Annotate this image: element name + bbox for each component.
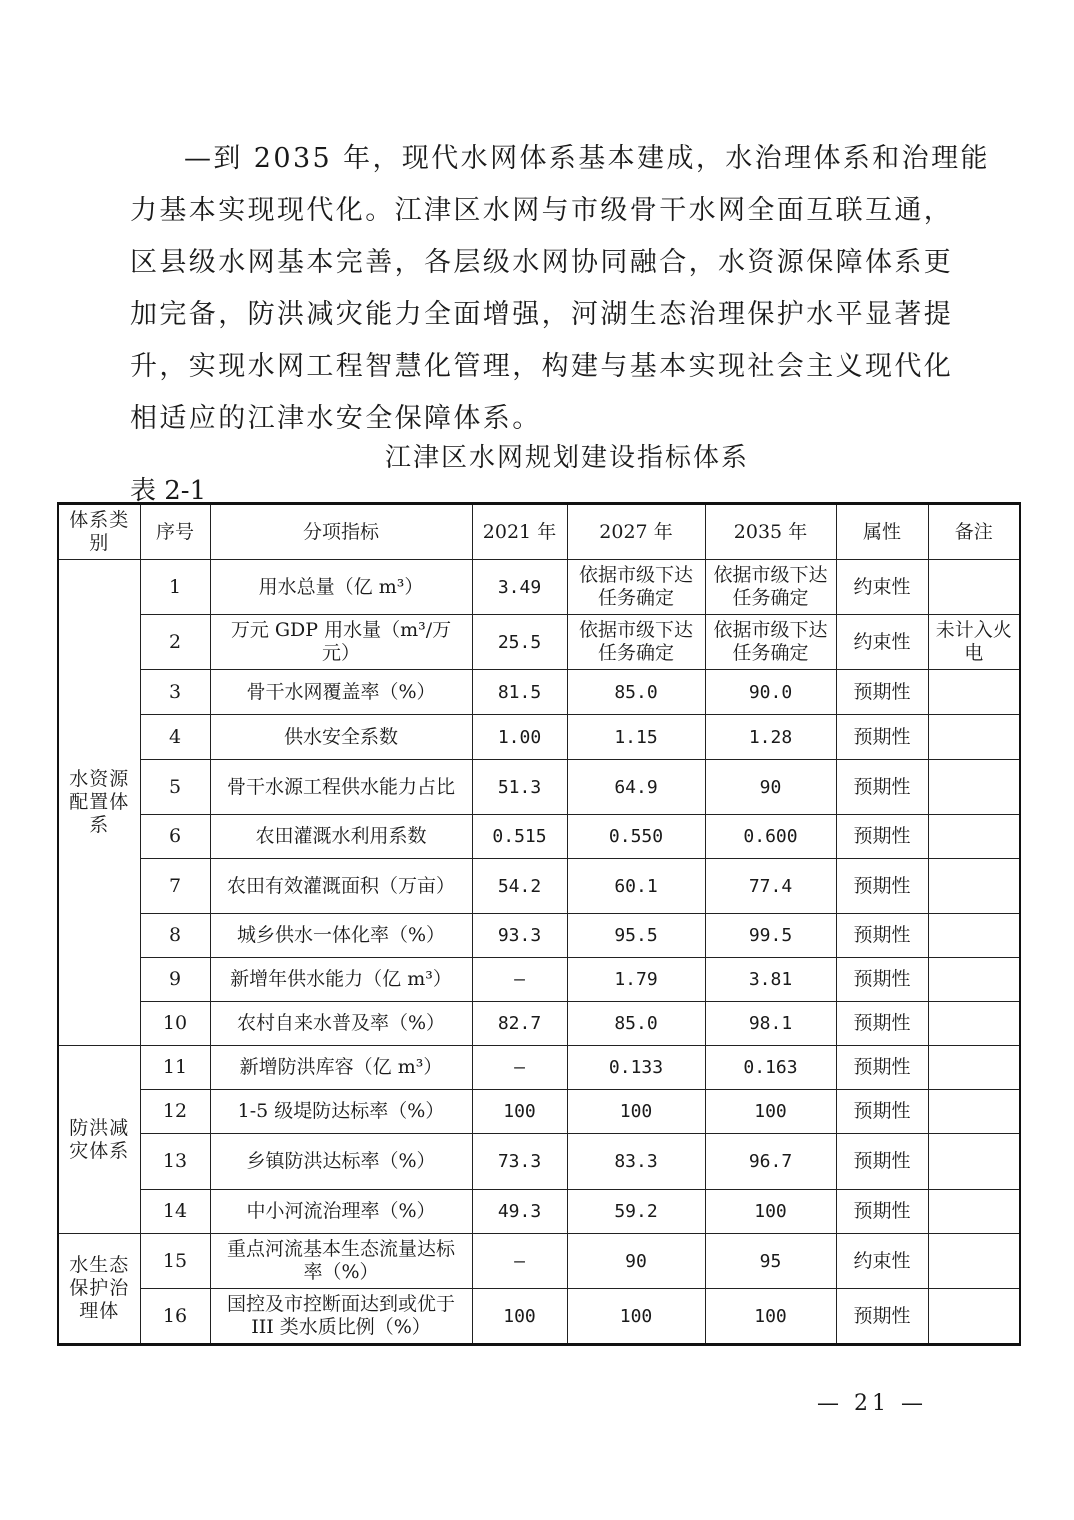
header-note: 备注 [928,504,1020,560]
indicator-table [57,502,1021,1346]
row-2027: 依据市级下达任务确定 [567,560,705,615]
row-note [928,958,1020,1002]
row-2027: 依据市级下达任务确定 [567,615,705,670]
row-2021: 3.49 [472,560,567,615]
header-category: 体系类别 [58,504,140,560]
row-2021: 51.3 [472,760,567,815]
row-seq: 3 [140,670,210,715]
row-2035: 依据市级下达任务确定 [705,615,836,670]
row-2021: 100 [472,1289,567,1345]
row-indicator: 重点河流基本生态流量达标率（%） [210,1234,472,1289]
row-2021: 100 [472,1090,567,1134]
table-body [58,560,1020,1345]
row-seq: 15 [140,1234,210,1289]
row-2021: 1.00 [472,715,567,760]
row-attribute: 预期性 [836,1134,928,1190]
row-2021: 0.515 [472,815,567,859]
row-indicator: 中小河流治理率（%） [210,1190,472,1234]
row-indicator: 城乡供水一体化率（%） [210,914,472,958]
table-row [58,1046,1020,1090]
row-2035: 0.163 [705,1046,836,1090]
row-2035: 100 [705,1190,836,1234]
row-note [928,560,1020,615]
row-2021: 82.7 [472,1002,567,1046]
row-2035: 100 [705,1090,836,1134]
row-indicator: 新增年供水能力（亿 m³） [210,958,472,1002]
row-2035: 77.4 [705,859,836,914]
row-2021: 25.5 [472,615,567,670]
row-indicator: 农田灌溉水利用系数 [210,815,472,859]
row-2027: 0.133 [567,1046,705,1090]
row-seq: 1 [140,560,210,615]
row-seq: 2 [140,615,210,670]
paragraph-line: 力基本实现现代化。江津区水网与市级骨干水网全面互联互通， [130,195,954,226]
row-2027: 85.0 [567,670,705,715]
row-indicator: 乡镇防洪达标率（%） [210,1134,472,1190]
row-2027: 59.2 [567,1190,705,1234]
table-row [58,815,1020,859]
row-2035: 90 [705,760,836,815]
table-row [58,615,1020,670]
row-2027: 1.15 [567,715,705,760]
table-row [58,1134,1020,1190]
paragraph-line: 相适应的江津水安全保障体系。 [130,403,542,434]
row-note [928,715,1020,760]
table-row [58,1190,1020,1234]
row-attribute: 预期性 [836,715,928,760]
row-indicator: 1-5 级堤防达标率（%） [210,1090,472,1134]
row-2027: 0.550 [567,815,705,859]
paragraph-line: —到 2035 年，现代水网体系基本建成，水治理体系和治理能 [184,143,990,174]
table-row [58,560,1020,615]
header-indicator: 分项指标 [210,504,472,560]
row-2021: 93.3 [472,914,567,958]
table-row [58,670,1020,715]
row-note [928,760,1020,815]
row-2027: 100 [567,1090,705,1134]
row-2035: 0.600 [705,815,836,859]
row-attribute: 预期性 [836,1002,928,1046]
header-2035: 2035 年 [705,504,836,560]
row-2027: 95.5 [567,914,705,958]
row-2035: 1.28 [705,715,836,760]
row-attribute: 预期性 [836,1190,928,1234]
table-row [58,859,1020,914]
row-2035: 100 [705,1289,836,1345]
row-seq: 12 [140,1090,210,1134]
row-seq: 7 [140,859,210,914]
table-row [58,760,1020,815]
row-note [928,1190,1020,1234]
row-2035: 99.5 [705,914,836,958]
table-label: 表 2-1 [130,476,207,506]
row-seq: 13 [140,1134,210,1190]
row-attribute: 预期性 [836,1289,928,1345]
table-row [58,715,1020,760]
row-seq: 5 [140,760,210,815]
row-indicator: 用水总量（亿 m³） [210,560,472,615]
table-row [58,958,1020,1002]
table-row [58,1234,1020,1289]
row-attribute: 约束性 [836,1234,928,1289]
row-2021: — [472,1234,567,1289]
row-2021: 54.2 [472,859,567,914]
body-paragraph [130,133,990,445]
row-note [928,1046,1020,1090]
category-cell: 水资源配置体系 [58,560,140,1046]
row-2027: 83.3 [567,1134,705,1190]
row-note [928,1090,1020,1134]
row-seq: 14 [140,1190,210,1234]
row-seq: 11 [140,1046,210,1090]
row-seq: 4 [140,715,210,760]
paragraph-line: 加完备，防洪减灾能力全面增强，河湖生态治理保护水平显著提 [130,299,954,330]
header-2027: 2027 年 [567,504,705,560]
table-row [58,1289,1020,1345]
row-2021: — [472,1046,567,1090]
row-attribute: 预期性 [836,815,928,859]
table-row [58,1002,1020,1046]
row-2027: 90 [567,1234,705,1289]
row-indicator: 农田有效灌溉面积（万亩） [210,859,472,914]
row-indicator: 万元 GDP 用水量（m³/万元） [210,615,472,670]
row-2021: 73.3 [472,1134,567,1190]
row-seq: 6 [140,815,210,859]
header-row [58,504,1020,560]
row-2035: 96.7 [705,1134,836,1190]
row-note [928,859,1020,914]
row-2027: 60.1 [567,859,705,914]
category-cell: 防洪减灾体系 [58,1046,140,1234]
row-2035: 依据市级下达任务确定 [705,560,836,615]
row-attribute: 预期性 [836,1090,928,1134]
row-attribute: 约束性 [836,560,928,615]
paragraph-line: 区县级水网基本完善，各层级水网协同融合，水资源保障体系更 [130,247,954,278]
row-2027: 100 [567,1289,705,1345]
row-2021: 49.3 [472,1190,567,1234]
row-indicator: 国控及市控断面达到或优于 III 类水质比例（%） [210,1289,472,1345]
row-2035: 90.0 [705,670,836,715]
row-attribute: 预期性 [836,1046,928,1090]
page-number: — 21 — [817,1391,927,1416]
row-attribute: 预期性 [836,670,928,715]
row-attribute: 预期性 [836,914,928,958]
row-note [928,815,1020,859]
row-indicator: 骨干水源工程供水能力占比 [210,760,472,815]
row-attribute: 预期性 [836,859,928,914]
row-2027: 85.0 [567,1002,705,1046]
row-seq: 10 [140,1002,210,1046]
row-indicator: 新增防洪库容（亿 m³） [210,1046,472,1090]
row-2027: 64.9 [567,760,705,815]
row-seq: 9 [140,958,210,1002]
row-note [928,1289,1020,1345]
header-seq: 序号 [140,504,210,560]
row-attribute: 预期性 [836,760,928,815]
row-seq: 8 [140,914,210,958]
row-indicator: 供水安全系数 [210,715,472,760]
row-attribute: 约束性 [836,615,928,670]
row-note [928,670,1020,715]
row-2021: 81.5 [472,670,567,715]
row-attribute: 预期性 [836,958,928,1002]
table-row [58,1090,1020,1134]
table-row [58,914,1020,958]
paragraph-line: 升，实现水网工程智慧化管理，构建与基本实现社会主义现代化 [130,351,954,382]
row-indicator: 农村自来水普及率（%） [210,1002,472,1046]
row-indicator: 骨干水网覆盖率（%） [210,670,472,715]
row-note [928,1002,1020,1046]
row-2027: 1.79 [567,958,705,1002]
row-2035: 98.1 [705,1002,836,1046]
row-note: 未计入火电 [928,615,1020,670]
row-2035: 95 [705,1234,836,1289]
row-2021: — [472,958,567,1002]
header-2021: 2021 年 [472,504,567,560]
row-seq: 16 [140,1289,210,1345]
row-note [928,1134,1020,1190]
table-title: 江津区水网规划建设指标体系 [384,443,749,473]
row-note [928,914,1020,958]
category-cell: 水生态保护治理体 [58,1234,140,1345]
row-note [928,1234,1020,1289]
row-2035: 3.81 [705,958,836,1002]
header-attribute: 属性 [836,504,928,560]
